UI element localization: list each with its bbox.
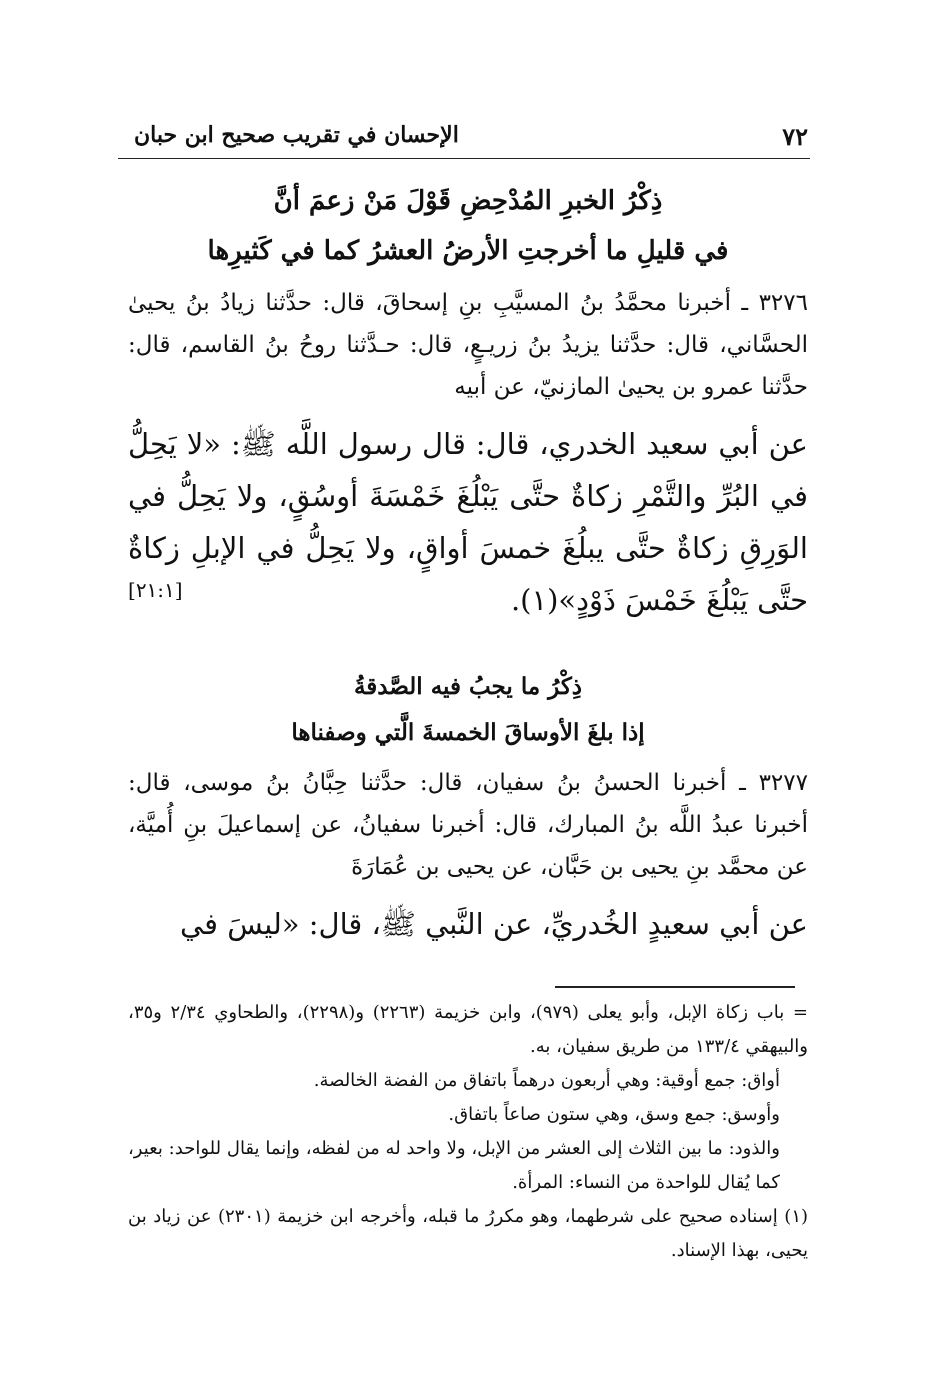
section-heading-line-1: ذِكْرُ الخبرِ المُدْحِضِ قَوْلَ مَنْ زعمَ أنَّ — [273, 186, 663, 216]
hadith-matn: عن أبي سعيدٍ الخُدريِّ، عن النَّبي ﷺ، قال: «ليسَ في — [179, 907, 808, 941]
hadith-matn-text: عن أبي سعيد الخدري، قال: قال رسول اللَّه ﷺ: «لا يَحِلُّ في البُرِّ والتَّمْرِ زكاةٌ حتَّى يَبْلُغَ خَمْسَةَ أوسُقٍ، ولا يَحِلُّ في الوَرِقِ زكاةٌ حتَّى يبلُغَ خمسَ أواقٍ، ولا يَحِلُّ في الإبلِ زكاةٌ حتَّى يَبْلُغَ خَمْسَ ذَوْدٍ»(١). — [128, 427, 808, 617]
hadith-isnad: ٣٢٧٦ ـ أخبرنا محمَّدُ بنُ المسيَّبِ بنِ إسحاقَ، قال: حدَّثنا زيادُ بنُ يحيىٰ الحسَّاني، قال: حدَّثنا يزيدُ بنُ زريـعٍ، قال: حـدَّثنا روحُ بنُ القاسم، قال: حدَّثنا عمرو بن يحيىٰ المازنيّ، عن أبيه — [128, 290, 808, 400]
section-heading-line-2: إذا بلغَ الأوساقَ الخمسةَ الَّتي وصفناها — [291, 719, 645, 746]
footnote-divider — [555, 986, 795, 988]
running-title: الإحسان في تقريب صحيح ابن حبان — [134, 122, 459, 148]
footnote-gloss-awsuq: وأوسق: جمع وسق، وهي ستون صاعاً باتفاق. — [448, 1104, 780, 1125]
page-number: ٧٢ — [782, 122, 808, 151]
footnotes — [128, 996, 808, 1268]
page-header — [128, 118, 808, 158]
hadith-isnad: ٣٢٧٧ ـ أخبرنا الحسنُ بنُ سفيان، قال: حدَّثنا حِبَّانُ بنُ موسى، قال: أخبرنا عبدُ اللَّه بنُ المبارك، قال: أخبرنا سفيانُ، عن إسماعيلَ بنِ أُميَّة، عن محمَّد بنِ يحيى بن حَبَّان، عن يحيى بن عُمَارَةَ — [128, 770, 808, 880]
section-hadith-3276 — [128, 176, 808, 626]
footnote-gloss-awaq: أواق: جمع أوقية: وهي أربعون درهماً باتفاق من الفضة الخالصة. — [313, 1070, 780, 1091]
hadith-reference: [٢١:١] — [128, 578, 183, 602]
footnote-1: (١) إسناده صحيح على شرطهما، وهو مكررُ ما قبله، وأخرجه ابن خزيمة (٢٣٠١) عن زياد بن يحيى، بهذا الإسناد. — [128, 1206, 809, 1261]
footnote-continuation: = باب زكاة الإبل، وأبو يعلى (٩٧٩)، وابن خزيمة (٢٢٦٣) و(٢٢٩٨)، والطحاوي ٢/٣٤ و٣٥، والبيهقي ١٣٣/٤ من طريق سفيان، به. — [128, 1002, 808, 1057]
main-text — [128, 176, 808, 950]
header-divider — [118, 158, 810, 159]
section-heading-line-2: في قليلِ ما أخرجتِ الأرضُ العشرُ كما في كَثيرِها — [207, 236, 729, 266]
section-heading-line-1: ذِكْرُ ما يجبُ فيه الصَّدقةُ — [353, 673, 583, 700]
footnote-gloss-dhawd: والذود: ما بين الثلاث إلى العشر من الإبل، ولا واحد له من لفظه، وإنما يقال للواحد: بعير، كما يُقال للواحدة من النساء: المرأة. — [128, 1138, 780, 1193]
section-hadith-3277 — [128, 664, 808, 950]
hadith-matn — [128, 418, 808, 626]
